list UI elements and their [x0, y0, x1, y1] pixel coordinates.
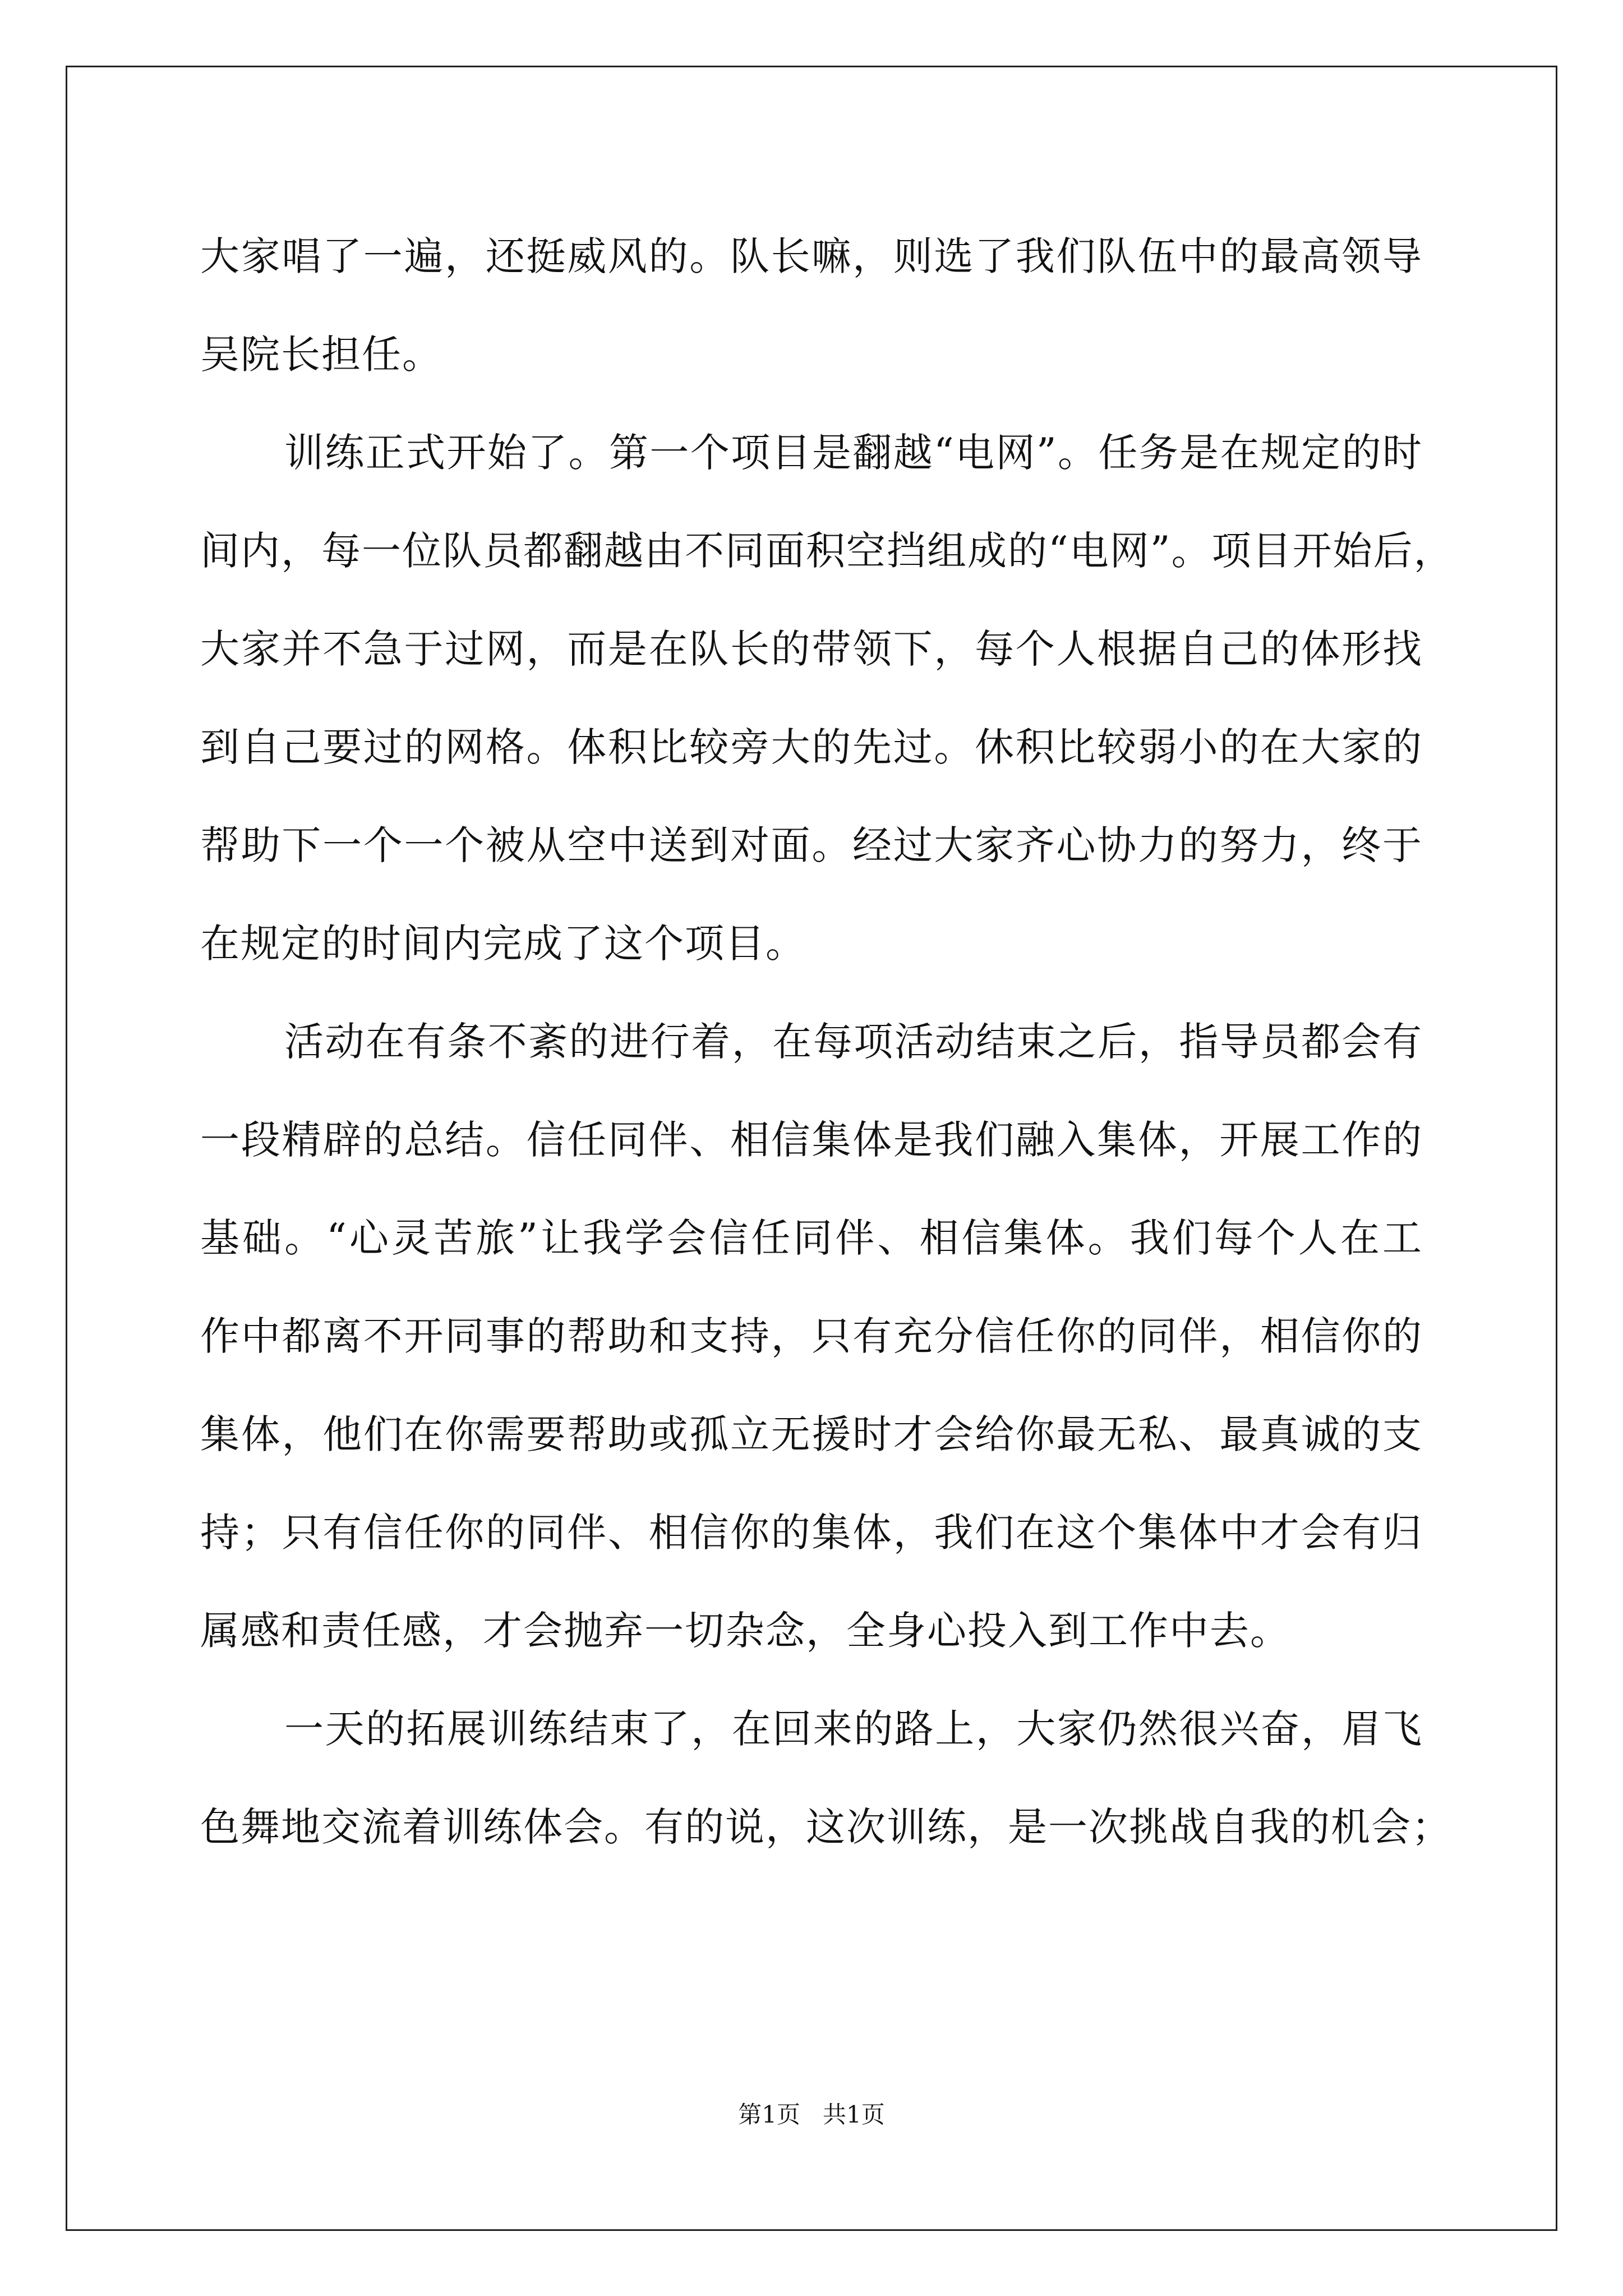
- page-number: 第1页: [738, 2101, 800, 2128]
- text-line: 集体，他们在你需要帮助或孤立无援时才会给你最无私、最真诚的支: [200, 1411, 1423, 1457]
- text-line: 帮助下一个一个被从空中送到对面。经过大家齐心协力的努力，终于: [200, 822, 1423, 868]
- text-line: 吴院长担任。: [200, 332, 442, 378]
- text-line: 到自己要过的网格。体积比较旁大的先过。休积比较弱小的在大家的: [200, 724, 1423, 770]
- text-line: 作中都离不开同事的帮助和支持，只有充分信任你的同伴，相信你的: [200, 1313, 1423, 1359]
- text-line: 色舞地交流着训练体会。有的说，这次训练，是一次挑战自我的机会；: [200, 1804, 1452, 1850]
- text-line: 在规定的时间内完成了这个项目。: [200, 921, 806, 967]
- page-total: 共1页: [823, 2101, 885, 2128]
- text-line: 活动在有条不紊的进行着，在每项活动结束之后，指导员都会有: [284, 1019, 1423, 1065]
- text-line: 训练正式开始了。第一个项目是翻越“电网”。任务是在规定的时: [284, 430, 1423, 476]
- page-footer: [0, 2098, 1623, 2132]
- text-line: 大家并不急于过网，而是在队长的带领下，每个人根据自己的体形找: [200, 626, 1423, 672]
- text-line: 一段精辟的总结。信任同伴、相信集体是我们融入集体，开展工作的: [200, 1117, 1423, 1163]
- text-line: 基础。“心灵苦旅”让我学会信任同伴、相信集体。我们每个人在工: [200, 1215, 1423, 1261]
- text-line: 属感和责任感，才会抛弃一切杂念，全身心投入到工作中去。: [200, 1608, 1290, 1654]
- text-line: 大家唱了一遍，还挺威风的。队长嘛，则选了我们队伍中的最高领导: [200, 233, 1423, 279]
- document-body: [200, 208, 1454, 1876]
- text-line: 持；只有信任你的同伴、相信你的集体，我们在这个集体中才会有归: [200, 1510, 1423, 1556]
- text-line: 一天的拓展训练结束了，在回来的路上，大家仍然很兴奋，眉飞: [284, 1706, 1423, 1752]
- text-line: 间内，每一位队员都翻越由不同面积空挡组成的“电网”。项目开始后，: [200, 528, 1454, 574]
